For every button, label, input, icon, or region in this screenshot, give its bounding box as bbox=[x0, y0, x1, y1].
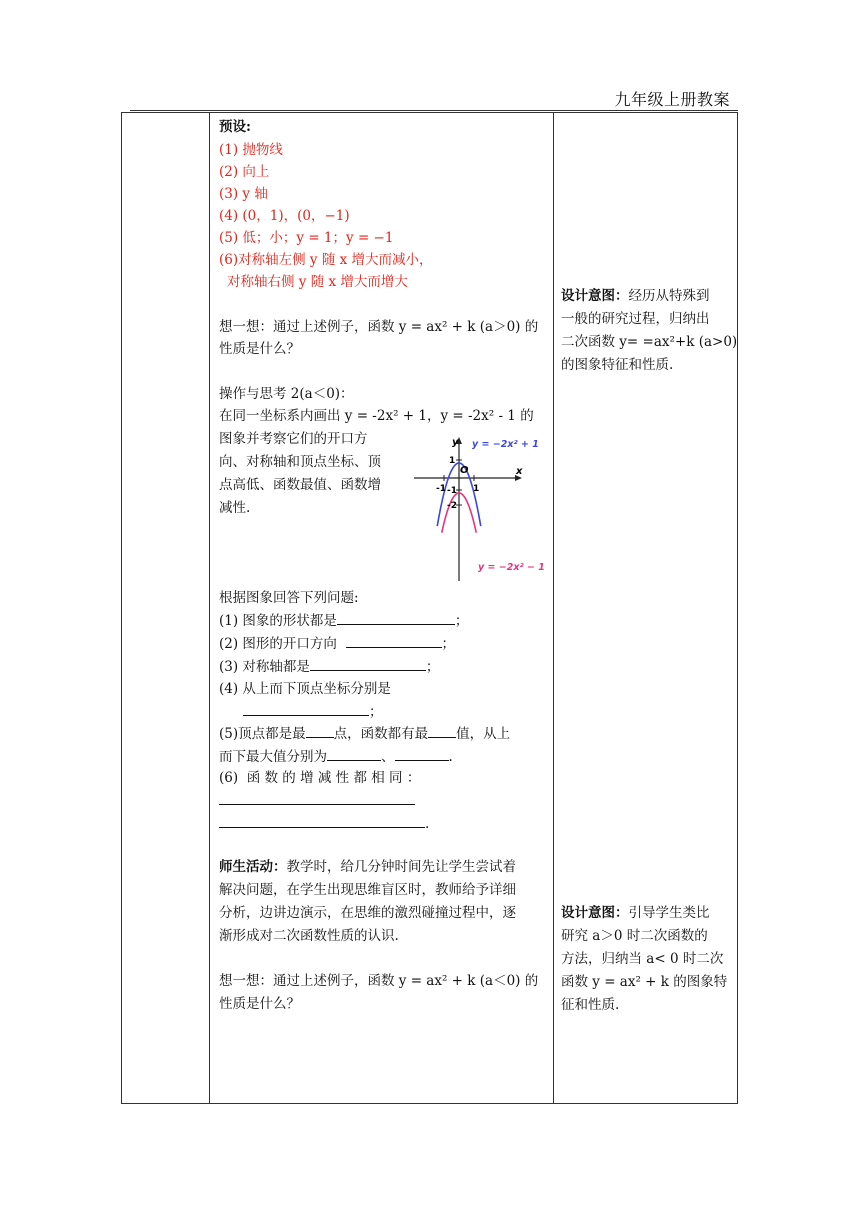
preset-answer-4: (4) (0，1)，(0，−1) bbox=[219, 208, 350, 224]
question-4: (4) 从上而下顶点坐标分别是 bbox=[219, 681, 391, 697]
activity-line1: 师生活动：教学时，给几分钟时间先让学生尝试着 bbox=[219, 859, 516, 875]
preset-answer-6b: 对称轴右侧 y 随 x 增大而增大 bbox=[227, 274, 408, 290]
questions-intro: 根据图象回答下列问题: bbox=[219, 590, 359, 606]
activity-line4: 渐形成对二次函数性质的认识. bbox=[219, 928, 399, 944]
content-column bbox=[219, 113, 552, 1103]
tick-label-neg1-x: -1 bbox=[436, 484, 446, 494]
header-rule bbox=[130, 110, 738, 111]
design1-line3: 二次函数 y= =ax²+k (a>0) bbox=[561, 334, 738, 350]
tick-label-neg1-y: -1 bbox=[447, 486, 457, 496]
answer-blank-1[interactable] bbox=[337, 612, 455, 625]
question-5-line1: (5)顶点都是最 点，函数都有最 值，从上 bbox=[219, 726, 511, 742]
activity-line2: 解决问题，在学生出现思维盲区时，教师给予详细 bbox=[219, 882, 516, 898]
question-2: (2) 图形的开口方向 ； bbox=[219, 636, 456, 652]
question-3: (3) 对称轴都是 ； bbox=[219, 659, 440, 675]
column-divider-right bbox=[553, 113, 554, 1103]
tick-label-1-y: 1 bbox=[449, 456, 456, 466]
activity-label: 师生活动： bbox=[219, 859, 287, 875]
label-lower-curve: y = −2x² − 1 bbox=[478, 562, 545, 573]
design2-line3: 方法，归纳当 a< 0 时二次 bbox=[561, 951, 724, 967]
answer-blank-5d[interactable] bbox=[395, 748, 449, 761]
answer-blank-2[interactable] bbox=[346, 635, 442, 648]
preset-answer-2: (2) 向上 bbox=[219, 164, 270, 180]
design-column bbox=[561, 113, 736, 1103]
label-upper-curve: y = −2x² + 1 bbox=[472, 439, 539, 450]
column-divider-left bbox=[209, 113, 210, 1103]
lesson-table bbox=[121, 112, 738, 1104]
operation-title: 操作与思考 2(a＜0)： bbox=[219, 386, 354, 402]
design1-line4: 的图象特征和性质. bbox=[561, 357, 674, 373]
page-header bbox=[120, 85, 738, 109]
design2-line1: 设计意图：引导学生类比 bbox=[561, 905, 710, 921]
question-6-answer-2: . bbox=[219, 815, 429, 832]
operation-line3: 向、对称轴和顶点坐标、顶 bbox=[219, 454, 381, 470]
think1-line1: 想一想：通过上述例子，函数 y = ax² + k (a＞0) 的 bbox=[219, 319, 539, 335]
answer-blank-5b[interactable] bbox=[428, 725, 456, 738]
question-5-line2: 而下最大值分别为 、 . bbox=[219, 749, 453, 765]
activity-line3: 分析，边讲边演示，在思维的激烈碰撞过程中，逐 bbox=[219, 905, 516, 921]
design2-line4: 函数 y = ax² + k 的图象特 bbox=[561, 974, 728, 990]
origin-label: O bbox=[460, 465, 469, 476]
design2-line5: 征和性质. bbox=[561, 997, 620, 1013]
preset-answer-3: (3) y 轴 bbox=[219, 186, 268, 202]
answer-blank-6b[interactable] bbox=[219, 815, 425, 828]
y-axis-label: y bbox=[452, 437, 459, 448]
question-4-answer: ； bbox=[243, 703, 383, 720]
operation-line1: 在同一坐标系内画出 y = -2x² + 1，y = -2x² - 1 的 bbox=[219, 408, 534, 424]
design2-line2: 研究 a＞0 时二次函数的 bbox=[561, 928, 708, 944]
design1-line1: 设计意图：经历从特殊到 bbox=[561, 288, 710, 304]
design2-label: 设计意图： bbox=[561, 905, 629, 921]
answer-blank-3[interactable] bbox=[310, 658, 426, 671]
answer-blank-5a[interactable] bbox=[306, 725, 334, 738]
answer-blank-4[interactable] bbox=[243, 703, 369, 716]
think2-line2: 性质是什么？ bbox=[219, 996, 300, 1012]
parabola-graph bbox=[412, 433, 552, 583]
header-title: 九年级上册教案 bbox=[614, 90, 730, 109]
operation-line5: 减性. bbox=[219, 500, 251, 516]
tick-label-neg2-y: -2 bbox=[447, 501, 457, 511]
operation-line4: 点高低、函数最值、函数增 bbox=[219, 477, 381, 493]
question-6: (6) 函 数 的 增 减 性 都 相 同 ： bbox=[219, 770, 421, 786]
answer-blank-6a[interactable] bbox=[219, 792, 415, 805]
x-axis-label: x bbox=[516, 466, 523, 477]
tick-label-1-x: 1 bbox=[473, 484, 480, 494]
preset-answer-6a: (6)对称轴左侧 y 随 x 增大而减小， bbox=[219, 252, 433, 268]
question-6-answer-1 bbox=[219, 792, 415, 809]
think2-line1: 想一想：通过上述例子，函数 y = ax² + k (a＜0) 的 bbox=[219, 973, 539, 989]
preset-answer-5: (5) 低；小；y = 1；y = −1 bbox=[219, 230, 394, 246]
answer-blank-5c[interactable] bbox=[327, 748, 381, 761]
operation-line2: 图象并考察它们的开口方 bbox=[219, 431, 368, 447]
question-1: (1) 图象的形状都是 ； bbox=[219, 613, 469, 629]
preset-label: 预设: bbox=[219, 119, 251, 135]
design1-line2: 一般的研究过程，归纳出 bbox=[561, 311, 710, 327]
preset-answer-1: (1) 抛物线 bbox=[219, 142, 283, 158]
design1-label: 设计意图： bbox=[561, 288, 629, 304]
think1-line2: 性质是什么？ bbox=[219, 341, 300, 357]
